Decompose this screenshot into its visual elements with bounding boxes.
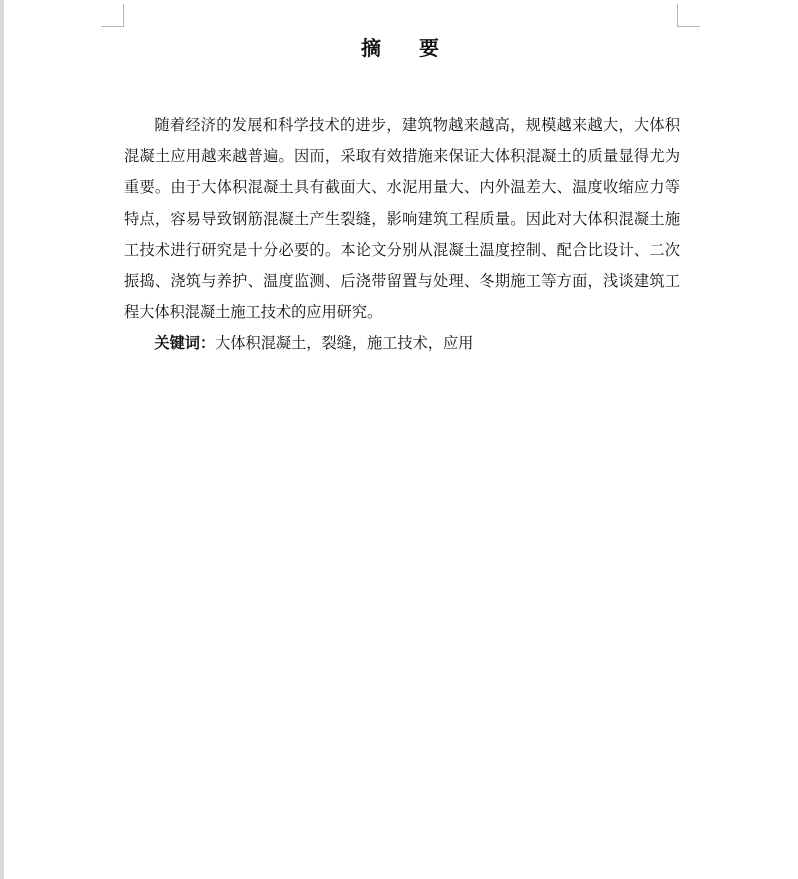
page-title xyxy=(4,34,798,62)
crop-mark-top-left xyxy=(101,4,124,27)
keywords-label: 关键词： xyxy=(154,334,216,352)
abstract-paragraph: 随着经济的发展和科学技术的进步，建筑物越来越高，规模越来越大，大体积混凝土应用越来越普遍。因而，采取有效措施来保证大体积混凝土的质量显得尤为重要。由于大体积混凝土具有截面大、水泥用量大、内外温差大、温度收缩应力等特点，容易导致钢筋混凝土产生裂缝，影响建筑工程质量。因此对大体积混凝土施工技术进行研究是十分必要的。本论文分别从混凝土温度控制、配合比设计、二次振捣、浇筑与养护、温度监测、后浇带留置与处理、冬期施工等方面，浅谈建筑工程大体积混凝土施工技术的应用研究。 xyxy=(124,116,680,322)
title-char-2: 要 xyxy=(419,36,441,60)
crop-mark-top-right xyxy=(677,4,700,27)
title-char-1: 摘 xyxy=(361,36,383,60)
document-page[interactable] xyxy=(4,0,798,879)
keywords-value: 大体积混凝土，裂缝，施工技术，应用 xyxy=(215,334,474,352)
keywords-line xyxy=(124,328,680,359)
